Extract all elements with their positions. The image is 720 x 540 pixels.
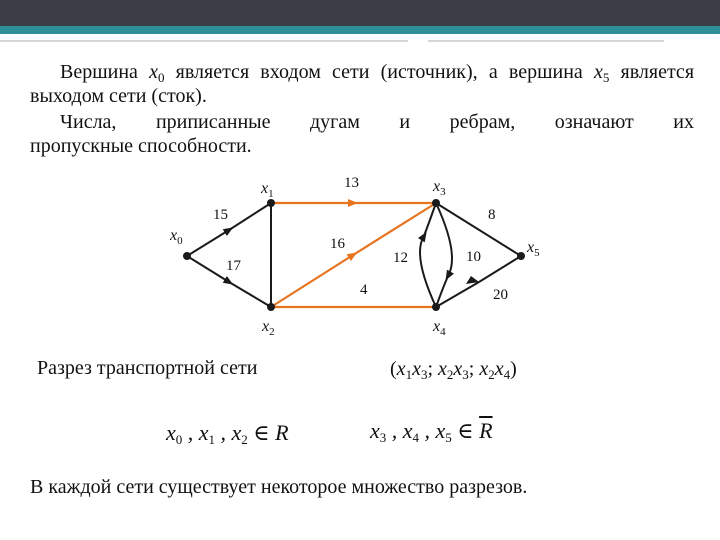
label-x0: $x_0$ [170,227,183,247]
footer-text: В каждой сети существует некоторое множество разрезов. [30,476,528,498]
node-x3 [432,199,440,207]
label-x3: $x_3$ [433,178,446,198]
node-x0 [183,252,191,260]
cut-set: ($x_1x_3$; $x_2x_3$; $x_2x_4$) [390,358,517,382]
var-x0-sub: 0 [157,70,165,85]
text-source-desc: является входом сети (источник), а вершина [175,61,583,83]
cap-x0x2: 17 [226,258,241,274]
text-vertex-word: Вершина [60,61,138,83]
cap-x2x4: 4 [360,282,368,298]
edge-x2-x3 [271,203,436,307]
cap-x4x3: 12 [393,250,408,266]
label-x4: $x_4$ [433,318,446,338]
var-x5-sub: 5 [602,70,610,85]
edge-x4-x3 [420,203,436,307]
set-R-complement: $x_3$ , $x_4$ , $x_5$ ∈ $\overline{R}$ [370,418,493,445]
cap-x1x3: 13 [344,175,359,191]
var-x0: x [149,61,158,83]
cap-x4x5: 20 [493,287,508,303]
label-x5: $x_5$ [527,239,540,259]
cap-x0x1: 15 [213,207,228,223]
cap-x2x3: 16 [330,236,345,252]
node-x4 [432,303,440,311]
set-R: $x_0$ , $x_1$ , $x_2$ ∈ R [166,420,289,447]
cut-label: Разрез транспортной сети [37,357,258,379]
capacities-line-1-text: Числа, приписанные дугам и ребрам, означают их [60,111,694,133]
node-x5 [517,252,525,260]
label-x1: $x_1$ [261,180,274,200]
edge-x0-x1 [187,203,271,256]
cap-x3x4: 10 [466,249,481,265]
var-x5: x [593,61,603,83]
capacities-line-2: пропускные способности. [30,135,252,157]
node-x2 [267,303,275,311]
edge-x3-x4 [436,203,452,307]
cap-x3x5: 8 [488,207,496,223]
node-x1 [267,199,275,207]
text-sink-desc: является выходом сети (сток). [30,61,695,107]
label-x2: $x_2$ [262,318,275,338]
